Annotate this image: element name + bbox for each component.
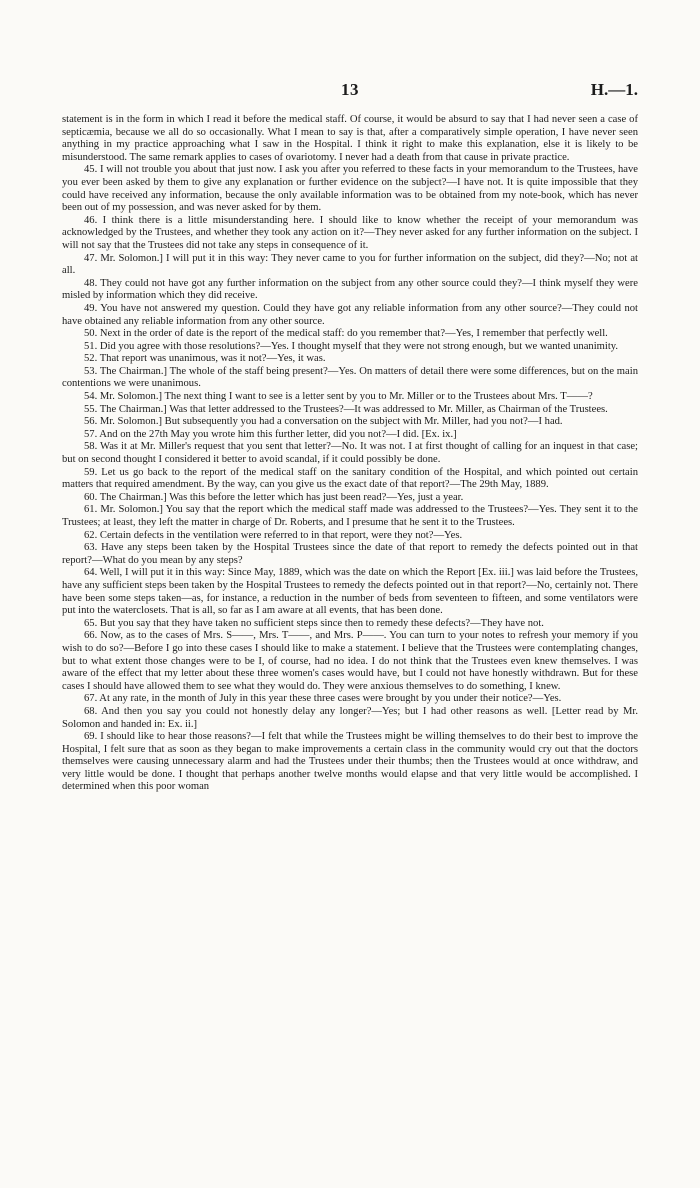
paragraph-48: 48. They could not have got any further information on the subject from any other source could they?—I think myself they were misled by information which they did receive. [62, 277, 638, 302]
paragraph-52: 52. That report was unanimous, was it not?—Yes, it was. [84, 353, 326, 365]
paragraph-53: 53. The Chairman.] The whole of the staff being present?—Yes. On matters of detail there were some differences, but on the main contentions we were unanimous. [62, 365, 638, 390]
paragraph-67: 67. At any rate, in the month of July in this year these three cases were brought by you under their notice?—Yes. [84, 693, 562, 705]
paragraph-continued: statement is in the form in which I read it before the medical staff. Of course, it would be absurd to say that I had never seen a case of septicæmia, because we all do so occasionally. What I mean to say is that, after a comparatively simple operation, I have never seen anything in my practice approaching what I saw in the Hospital. I think it right to make this explanation, else it is likely to be misunderstood. The same remark applies to cases of ovariotomy. I never had a death from that cause in private practice. [62, 114, 638, 163]
paragraph-64: 64. Well, I will put it in this way: Since May, 1889, which was the date on which the Report [Ex. iii.] was laid before the Trustees, have any sufficient steps been taken by the Hospital Trustees to remedy the defects pointed out in that report?—No, certainly not. There have been some steps taken—as, for instance, a reduction in the number of beds from seventeen to fifteen, and some ventilators were put into the waterclosets. That is all, so far as I am aware at all events, that has been done. [62, 567, 638, 617]
page-header [62, 80, 638, 102]
paragraph-57: 57. And on the 27th May you wrote him this further letter, did you not?—I did. [Ex. ix.] [84, 428, 457, 440]
paragraph-46: 46. I think there is a little misunderstanding here. I should like to know whether the receipt of your memorandum was acknowledged by the Trustees, and whether they took any action on it?—They never asked for any further information on the subject. I will not say that the Trustees did not take any steps in consequence of it. [62, 214, 638, 251]
body-text [62, 114, 638, 794]
paragraph-51: 51. Did you agree with those resolutions?—Yes. I thought myself that they were not strong enough, but we wanted unanimity. [84, 340, 619, 352]
paragraph-47: 47. Mr. Solomon.] I will put it in this way: They never came to you for further information on the subject, did they?—No; not at all. [62, 252, 638, 277]
paragraph-58: 58. Was it at Mr. Miller's request that you sent that letter?—No. It was not. I at first thought of calling for an inquest in that case; but on second thought I considered it better to avoid scandal, if it could possibly be done. [62, 441, 638, 466]
document-reference: H.—1. [590, 80, 638, 99]
paragraph-65: 65. But you say that they have taken no sufficient steps since then to remedy these defects?—They have not. [84, 617, 544, 629]
paragraph-45: 45. I will not trouble you about that just now. I ask you after you referred to these facts in your memorandum to the Trustees, have you ever been asked by them to give any explanation or further evidence on the subject?—I have not. It is quite impossible that they could have received any information, because the only available information was to be obtained from my note-book, which has never been out of my possession, and was never asked for by them. [62, 164, 638, 214]
page-number: 13 [341, 80, 359, 99]
paragraph-59: 59. Let us go back to the report of the medical staff on the sanitary condition of the Hospital, and which pointed out certain matters that required amendment. By the way, can you give us the exact date of that report?—The 29th May, 1889. [62, 466, 638, 491]
paragraph-68: 68. And then you say you could not honestly delay any longer?—Yes; but I had other reasons as well. [Letter read by Mr. Solomon and handed in: Ex. ii.] [62, 705, 638, 730]
paragraph-54: 54. Mr. Solomon.] The next thing I want to see is a letter sent by you to Mr. Miller or to the Trustees about Mrs. T——? [84, 391, 593, 403]
paragraph-56: 56. Mr. Solomon.] But subsequently you had a conversation on the subject with Mr. Miller, had you not?—I had. [84, 416, 563, 428]
paragraph-66: 66. Now, as to the cases of Mrs. S——, Mrs. T——, and Mrs. P——. You can turn to your notes to refresh your memory if you wish to do so?—Before I go into these cases I should like to make a statement. I believe that the Trustees were contemplating changes, but to what extent those changes were to be I, of course, had no idea. I do not think that the Trustees even knew themselves. I was aware of the effect that my letter about these three women's cases would have, but I could not have honestly withdrawn. But for these cases I should have allowed them to see what they would do. They were anxious themselves to do something, I knew. [62, 630, 638, 692]
paragraph-55: 55. The Chairman.] Was that letter addressed to the Trustees?—It was addressed to Mr. Miller, as Chairman of the Trustees. [84, 403, 608, 415]
paragraph-60: 60. The Chairman.] Was this before the letter which has just been read?—Yes, just a year. [84, 491, 464, 503]
paragraph-69: 69. I should like to hear those reasons?—I felt that while the Trustees might be willing themselves to do their best to improve the Hospital, I felt sure that as soon as they began to make improvements a certain class in the community would cry out that the doctors themselves were causing unnecessary alarm and had the Trustees under their thumbs; then the Trustees would at once withdraw, and very little would be done. I thought that perhaps another twelve months would elapse and that very little would be accomplished. I determined when this poor woman [62, 731, 638, 793]
paragraph-50: 50. Next in the order of date is the report of the medical staff: do you remember that?—Yes, I remember that perfectly well. [84, 328, 608, 340]
paragraph-49: 49. You have not answered my question. Could they have got any reliable information from any other source?—They could not have obtained any reliable information from any other source. [62, 302, 638, 327]
paragraph-62: 62. Certain defects in the ventilation were referred to in that report, were they not?—Yes. [84, 529, 463, 541]
paragraph-63: 63. Have any steps been taken by the Hospital Trustees since the date of that report to remedy the defects pointed out in that report?—What do you mean by any steps? [62, 542, 638, 566]
paragraph-61: 61. Mr. Solomon.] You say that the report which the medical staff made was addressed to the Trustees?—Yes. They sent it to the Trustees; at least, they left the matter in charge of Dr. Roberts, and I presume that he sent it to the Trustees. [62, 504, 638, 528]
